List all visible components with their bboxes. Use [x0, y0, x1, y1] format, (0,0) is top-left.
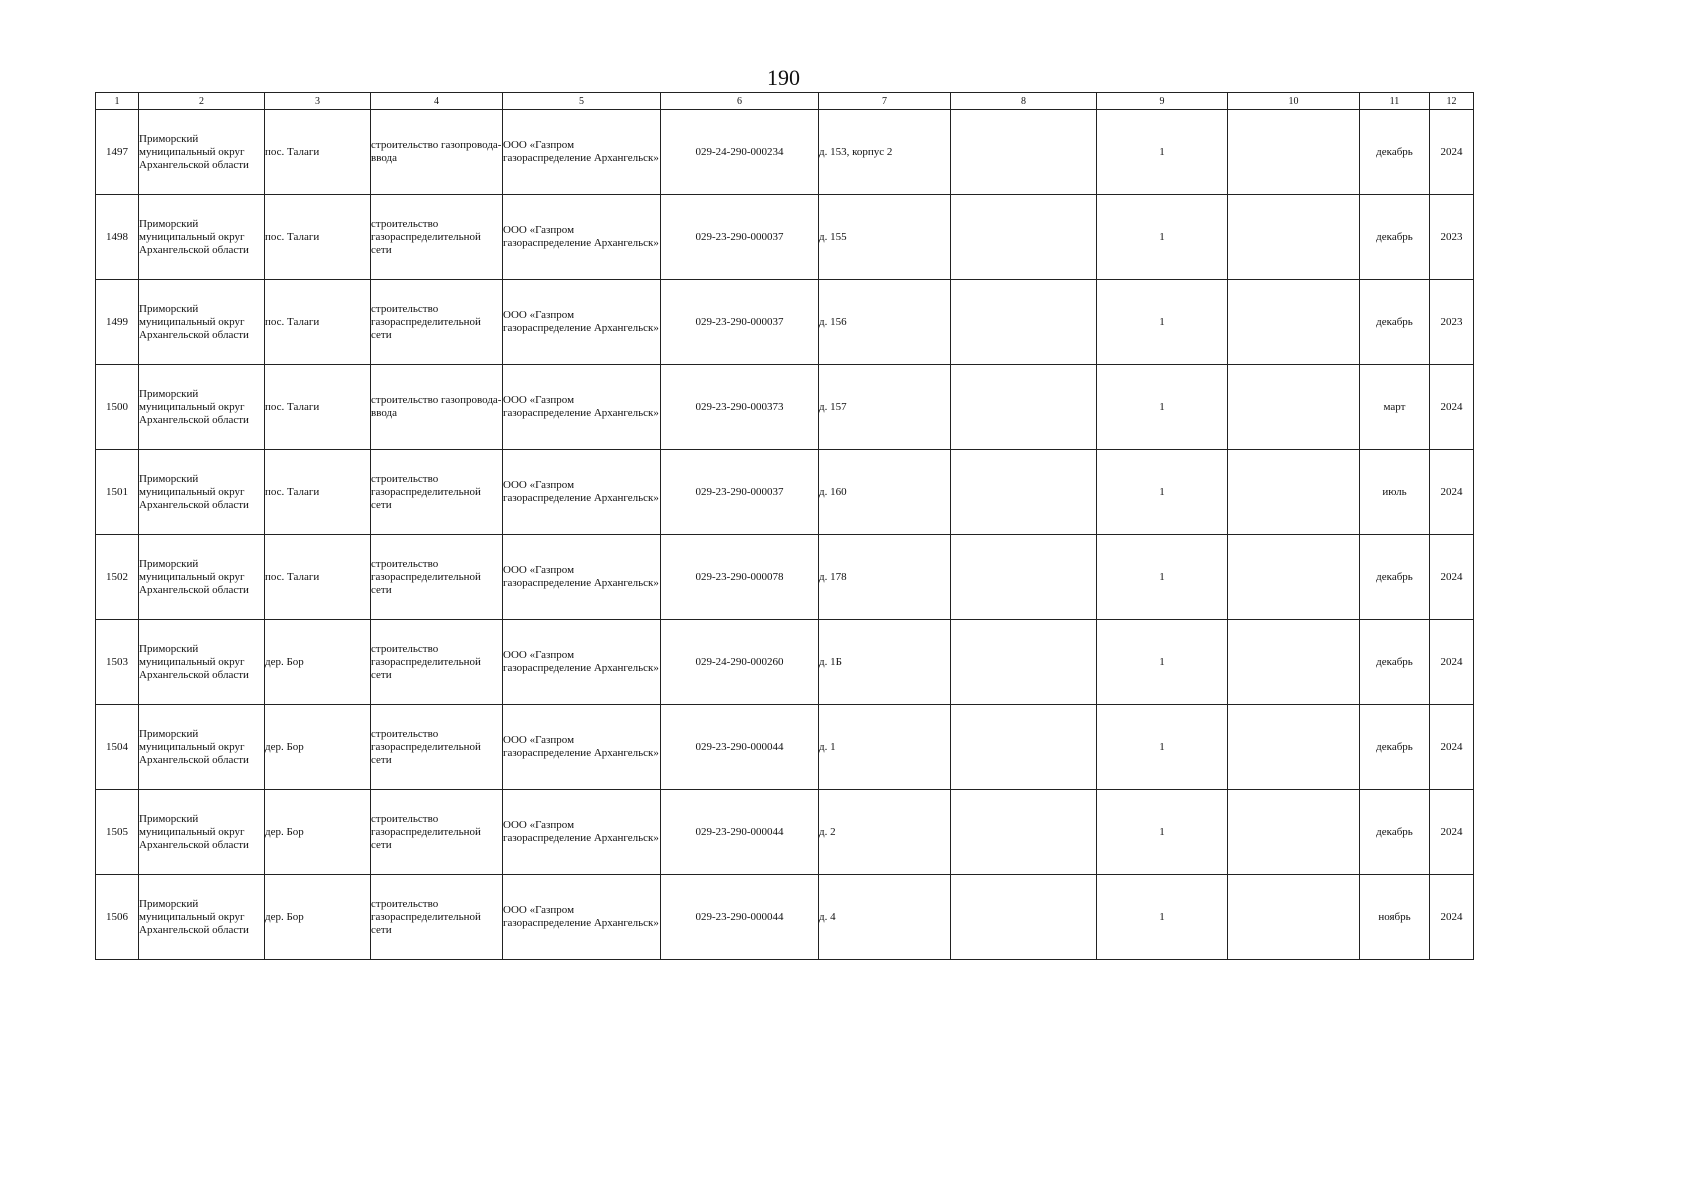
table-row — [96, 875, 1474, 960]
column-header: 2 — [139, 93, 265, 110]
program-code-cell: 029-23-290-000037 — [661, 195, 819, 280]
table-row — [96, 790, 1474, 875]
quantity-cell: 1 — [1097, 195, 1228, 280]
year-cell: 2024 — [1430, 620, 1474, 705]
header-row — [96, 93, 1474, 110]
year-cell: 2024 — [1430, 450, 1474, 535]
column-8-cell — [951, 450, 1097, 535]
address-cell: д. 153, корпус 2 — [819, 110, 951, 195]
program-code-cell: 029-23-290-000373 — [661, 365, 819, 450]
table-row — [96, 535, 1474, 620]
organization-cell: ООО «Газпром газораспределение Архангельск» — [503, 705, 661, 790]
column-10-cell — [1228, 280, 1360, 365]
row-number-cell: 1498 — [96, 195, 139, 280]
column-8-cell — [951, 875, 1097, 960]
column-8-cell — [951, 365, 1097, 450]
program-code-cell: 029-23-290-000037 — [661, 280, 819, 365]
column-header: 11 — [1360, 93, 1430, 110]
program-code-cell: 029-24-290-000260 — [661, 620, 819, 705]
organization-cell: ООО «Газпром газораспределение Архангельск» — [503, 875, 661, 960]
address-cell: д. 155 — [819, 195, 951, 280]
column-10-cell — [1228, 365, 1360, 450]
month-cell: ноябрь — [1360, 875, 1430, 960]
address-cell: д. 4 — [819, 875, 951, 960]
quantity-cell: 1 — [1097, 110, 1228, 195]
quantity-cell: 1 — [1097, 790, 1228, 875]
address-cell: д. 157 — [819, 365, 951, 450]
work-type-cell: строительство газораспределительной сети — [371, 195, 503, 280]
column-8-cell — [951, 195, 1097, 280]
quantity-cell: 1 — [1097, 280, 1228, 365]
month-cell: декабрь — [1360, 535, 1430, 620]
column-header: 5 — [503, 93, 661, 110]
row-number-cell: 1500 — [96, 365, 139, 450]
month-cell: декабрь — [1360, 790, 1430, 875]
organization-cell: ООО «Газпром газораспределение Архангельск» — [503, 110, 661, 195]
municipality-cell: Приморский муниципальный округ Архангельской области — [139, 790, 265, 875]
column-header: 9 — [1097, 93, 1228, 110]
work-type-cell: строительство газораспределительной сети — [371, 620, 503, 705]
settlement-cell: пос. Талаги — [265, 195, 371, 280]
work-type-cell: строительство газораспределительной сети — [371, 875, 503, 960]
row-number-cell: 1501 — [96, 450, 139, 535]
work-type-cell: строительство газораспределительной сети — [371, 535, 503, 620]
program-code-cell: 029-24-290-000234 — [661, 110, 819, 195]
work-type-cell: строительство газораспределительной сети — [371, 280, 503, 365]
month-cell: декабрь — [1360, 705, 1430, 790]
column-header: 3 — [265, 93, 371, 110]
month-cell: июль — [1360, 450, 1430, 535]
organization-cell: ООО «Газпром газораспределение Архангельск» — [503, 195, 661, 280]
municipality-cell: Приморский муниципальный округ Архангельской области — [139, 110, 265, 195]
column-8-cell — [951, 110, 1097, 195]
column-header: 6 — [661, 93, 819, 110]
settlement-cell: дер. Бор — [265, 790, 371, 875]
address-cell: д. 1 — [819, 705, 951, 790]
column-header: 7 — [819, 93, 951, 110]
row-number-cell: 1502 — [96, 535, 139, 620]
program-code-cell: 029-23-290-000044 — [661, 875, 819, 960]
column-header: 8 — [951, 93, 1097, 110]
year-cell: 2023 — [1430, 195, 1474, 280]
column-8-cell — [951, 790, 1097, 875]
column-10-cell — [1228, 195, 1360, 280]
column-8-cell — [951, 620, 1097, 705]
month-cell: декабрь — [1360, 195, 1430, 280]
column-10-cell — [1228, 535, 1360, 620]
municipality-cell: Приморский муниципальный округ Архангельской области — [139, 875, 265, 960]
year-cell: 2024 — [1430, 705, 1474, 790]
quantity-cell: 1 — [1097, 535, 1228, 620]
settlement-cell: дер. Бор — [265, 875, 371, 960]
address-cell: д. 160 — [819, 450, 951, 535]
work-type-cell: строительство газораспределительной сети — [371, 450, 503, 535]
column-header: 1 — [96, 93, 139, 110]
table-row — [96, 620, 1474, 705]
municipality-cell: Приморский муниципальный округ Архангельской области — [139, 620, 265, 705]
year-cell: 2024 — [1430, 535, 1474, 620]
work-type-cell: строительство газораспределительной сети — [371, 790, 503, 875]
quantity-cell: 1 — [1097, 450, 1228, 535]
organization-cell: ООО «Газпром газораспределение Архангельск» — [503, 620, 661, 705]
page-number: 190 — [767, 65, 800, 90]
quantity-cell: 1 — [1097, 365, 1228, 450]
settlement-cell: дер. Бор — [265, 620, 371, 705]
address-cell: д. 156 — [819, 280, 951, 365]
column-header: 12 — [1430, 93, 1474, 110]
organization-cell: ООО «Газпром газораспределение Архангельск» — [503, 790, 661, 875]
year-cell: 2024 — [1430, 790, 1474, 875]
month-cell: декабрь — [1360, 280, 1430, 365]
settlement-cell: пос. Талаги — [265, 450, 371, 535]
address-cell: д. 178 — [819, 535, 951, 620]
address-cell: д. 1Б — [819, 620, 951, 705]
program-code-cell: 029-23-290-000044 — [661, 790, 819, 875]
column-10-cell — [1228, 450, 1360, 535]
organization-cell: ООО «Газпром газораспределение Архангельск» — [503, 280, 661, 365]
settlement-cell: пос. Талаги — [265, 535, 371, 620]
quantity-cell: 1 — [1097, 620, 1228, 705]
program-code-cell: 029-23-290-000078 — [661, 535, 819, 620]
settlement-cell: пос. Талаги — [265, 110, 371, 195]
row-number-cell: 1499 — [96, 280, 139, 365]
row-number-cell: 1505 — [96, 790, 139, 875]
organization-cell: ООО «Газпром газораспределение Архангельск» — [503, 535, 661, 620]
column-header: 10 — [1228, 93, 1360, 110]
row-number-cell: 1504 — [96, 705, 139, 790]
column-10-cell — [1228, 110, 1360, 195]
table-row — [96, 195, 1474, 280]
year-cell: 2024 — [1430, 875, 1474, 960]
table-row — [96, 365, 1474, 450]
municipality-cell: Приморский муниципальный округ Архангельской области — [139, 705, 265, 790]
year-cell: 2023 — [1430, 280, 1474, 365]
address-cell: д. 2 — [819, 790, 951, 875]
table-row — [96, 110, 1474, 195]
column-10-cell — [1228, 790, 1360, 875]
column-8-cell — [951, 280, 1097, 365]
settlement-cell: пос. Талаги — [265, 365, 371, 450]
organization-cell: ООО «Газпром газораспределение Архангельск» — [503, 365, 661, 450]
month-cell: март — [1360, 365, 1430, 450]
row-number-cell: 1506 — [96, 875, 139, 960]
work-type-cell: строительство газопровода-ввода — [371, 110, 503, 195]
program-code-cell: 029-23-290-000044 — [661, 705, 819, 790]
municipality-cell: Приморский муниципальный округ Архангельской области — [139, 280, 265, 365]
column-8-cell — [951, 705, 1097, 790]
municipality-cell: Приморский муниципальный округ Архангельской области — [139, 535, 265, 620]
month-cell: декабрь — [1360, 620, 1430, 705]
year-cell: 2024 — [1430, 110, 1474, 195]
column-10-cell — [1228, 875, 1360, 960]
quantity-cell: 1 — [1097, 875, 1228, 960]
municipality-cell: Приморский муниципальный округ Архангельской области — [139, 365, 265, 450]
year-cell: 2024 — [1430, 365, 1474, 450]
organization-cell: ООО «Газпром газораспределение Архангельск» — [503, 450, 661, 535]
settlement-cell: дер. Бор — [265, 705, 371, 790]
registry-table — [95, 92, 1474, 960]
program-code-cell: 029-23-290-000037 — [661, 450, 819, 535]
settlement-cell: пос. Талаги — [265, 280, 371, 365]
column-10-cell — [1228, 620, 1360, 705]
column-header: 4 — [371, 93, 503, 110]
month-cell: декабрь — [1360, 110, 1430, 195]
work-type-cell: строительство газораспределительной сети — [371, 705, 503, 790]
row-number-cell: 1503 — [96, 620, 139, 705]
quantity-cell: 1 — [1097, 705, 1228, 790]
municipality-cell: Приморский муниципальный округ Архангельской области — [139, 450, 265, 535]
table-row — [96, 705, 1474, 790]
column-8-cell — [951, 535, 1097, 620]
work-type-cell: строительство газопровода-ввода — [371, 365, 503, 450]
table-row — [96, 450, 1474, 535]
row-number-cell: 1497 — [96, 110, 139, 195]
table-row — [96, 280, 1474, 365]
column-10-cell — [1228, 705, 1360, 790]
municipality-cell: Приморский муниципальный округ Архангельской области — [139, 195, 265, 280]
